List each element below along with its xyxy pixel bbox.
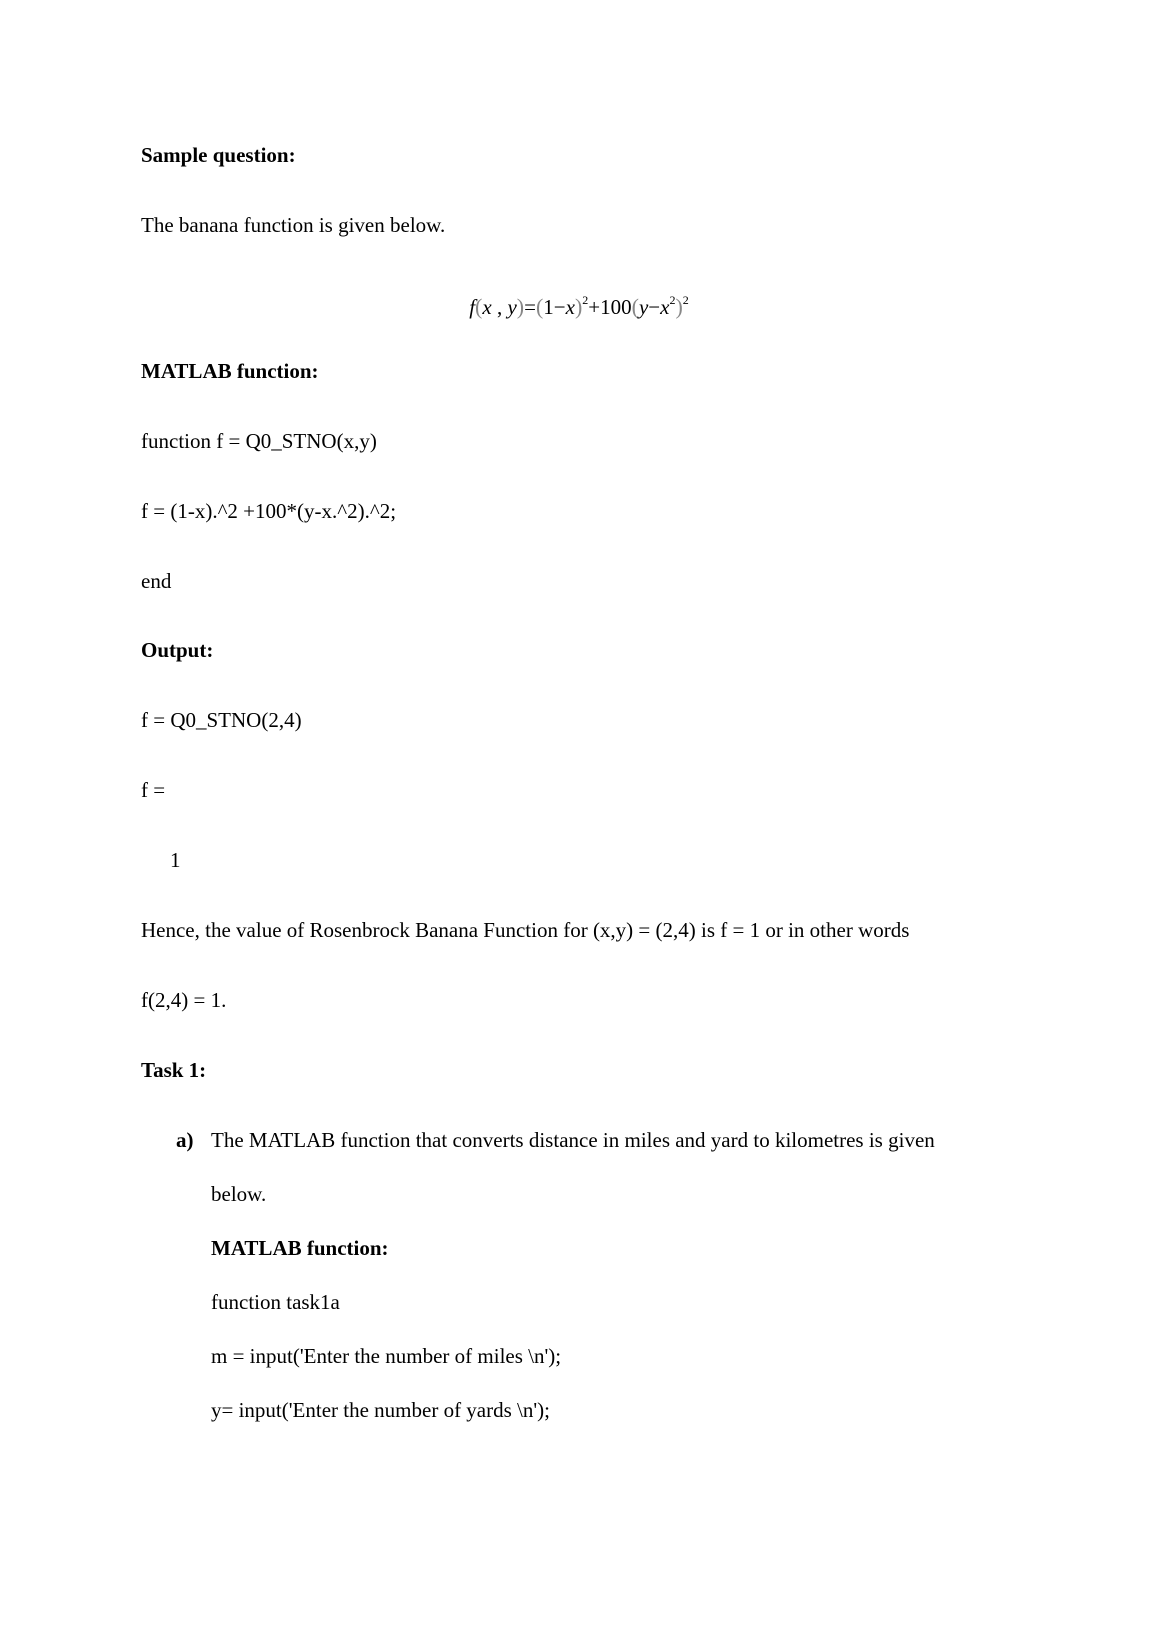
eq-sup-1: 2	[582, 293, 589, 307]
eq-x-2: x	[565, 295, 575, 319]
eq-paren-open-1: (	[475, 294, 483, 319]
output-call: f = Q0_STNO(2,4)	[141, 708, 302, 732]
eq-paren-close-2: )	[574, 294, 583, 319]
eq-y: y	[507, 295, 517, 319]
task1a-text-line-1: The MATLAB function that converts distance in miles and yard to kilometres is given	[211, 1128, 935, 1152]
banana-equation	[0, 286, 1158, 321]
eq-plus-100: +100	[588, 295, 632, 319]
task1a-code-line-3: y= input('Enter the number of yards \n');	[211, 1398, 550, 1422]
task1a-code-line-1: function task1a	[211, 1290, 340, 1314]
eq-paren-open-3: (	[631, 294, 639, 319]
eq-f: f	[469, 295, 476, 319]
output-value: 1	[170, 848, 181, 872]
eq-paren-open-2: (	[535, 294, 544, 319]
eq-minus: −	[648, 295, 661, 319]
task1a-code-line-2: m = input('Enter the number of miles \n');	[211, 1344, 562, 1368]
list-marker-a: a)	[176, 1128, 194, 1152]
task1a-text-line-2: below.	[211, 1182, 267, 1206]
sample-question-heading: Sample question:	[141, 143, 296, 167]
eq-x: x	[482, 295, 492, 319]
eq-one-minus: 1−	[543, 295, 566, 319]
intro-text: The banana function is given below.	[141, 213, 446, 237]
task1a-matlab-heading: MATLAB function:	[211, 1236, 389, 1260]
eq-sup-3: 2	[682, 293, 689, 307]
code-line-3: end	[141, 569, 172, 593]
eq-sup-2: 2	[669, 293, 676, 307]
code-line-2: f = (1-x).^2 +100*(y-x.^2).^2;	[141, 499, 397, 523]
eq-y-2: y	[638, 295, 649, 319]
eq-paren-close-1: )	[516, 294, 525, 319]
conclusion-line-2: f(2,4) = 1.	[141, 988, 227, 1012]
eq-x-3: x	[660, 295, 670, 319]
eq-paren-close-3: )	[675, 294, 683, 319]
matlab-function-heading: MATLAB function:	[141, 359, 319, 383]
task1-heading: Task 1:	[141, 1058, 207, 1082]
eq-comma: ,	[491, 295, 508, 319]
conclusion-line-1: Hence, the value of Rosenbrock Banana Function for (x,y) = (2,4) is f = 1 or in other words	[141, 918, 910, 942]
output-heading: Output:	[141, 638, 214, 662]
output-label: f =	[141, 778, 166, 802]
eq-equals: =	[524, 295, 536, 319]
code-line-1: function f = Q0_STNO(x,y)	[141, 429, 377, 453]
